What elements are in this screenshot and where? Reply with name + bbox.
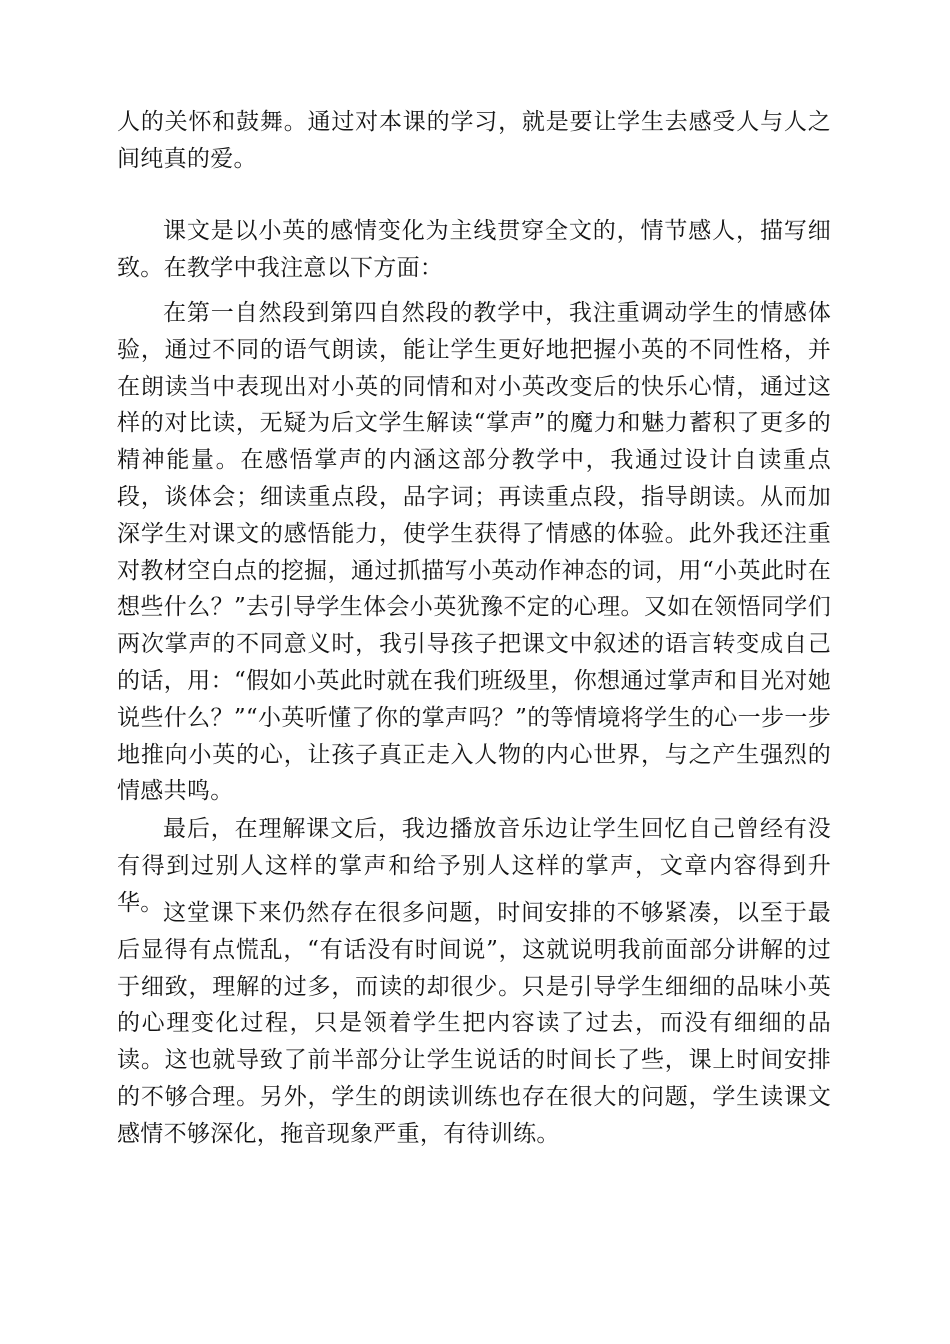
paragraph-reflection: 这堂课下来仍然存在很多问题，时间安排的不够紧凑，以至于最后显得有点慌乱，“有话没有时间说”，这就说明我前面部分讲解的过于细致，理解的过多，而读的却很少。只是引导学生细细的品味小英的心理变化过程，只是领着学生把内容读了过去，而没有细细的品读。这也就导致了前半部分让学生说话的时间长了些，课上时间安排的不够合理。另外，学生的朗读训练也存在很大的问题，学生读课文感情不够深化，拖音现象严重，有待训练。	[117, 900, 831, 1147]
paragraph-teaching-process: 在第一自然段到第四自然段的教学中，我注重调动学生的情感体验，通过不同的语气朗读，能让学生更好地把握小英的不同性格，并在朗读当中表现出对小英的同情和对小英改变后的快乐心情，通过这样的对比读，无疑为后文学生解读“掌声”的魔力和魅力蓄积了更多的精神能量。在感悟掌声的内涵这部分教学中，我通过设计自读重点段，谈体会；细读重点段，品字词；再读重点段，指导朗读。从而加深学生对课文的感悟能力，使学生获得了情感的体验。此外我还注重对教材空白点的挖掘，通过抓描写小英动作神态的词，用“小英此时在想些什么？”去引导学生体会小英犹豫不定的心理。又如在领悟同学们两次掌声的不同意义时，我引导孩子把课文中叙述的语言转变成自己的话，用：“假如小英此时就在我们班级里，你想通过掌声和目光对她说些什么？”“小英听懂了你的掌声吗？”的等情境将学生的心一步一步地推向小英的心，让孩子真正走入人物的内心世界，与之产生强烈的情感共鸣。	[117, 300, 831, 805]
paragraph-continuation: 人的关怀和鼓舞。通过对本课的学习，就是要让学生去感受人与人之间纯真的爱。	[117, 109, 831, 172]
paragraph-conclusion: 最后，在理解课文后，我边播放音乐边让学生回忆自己曾经有没有得到过别人这样的掌声和给予别人这样的掌声，文章内容得到升华。	[117, 816, 831, 916]
paragraph-main-thread: 课文是以小英的感情变化为主线贯穿全文的，情节感人，描写细致。在教学中我注意以下方面：	[117, 218, 831, 281]
